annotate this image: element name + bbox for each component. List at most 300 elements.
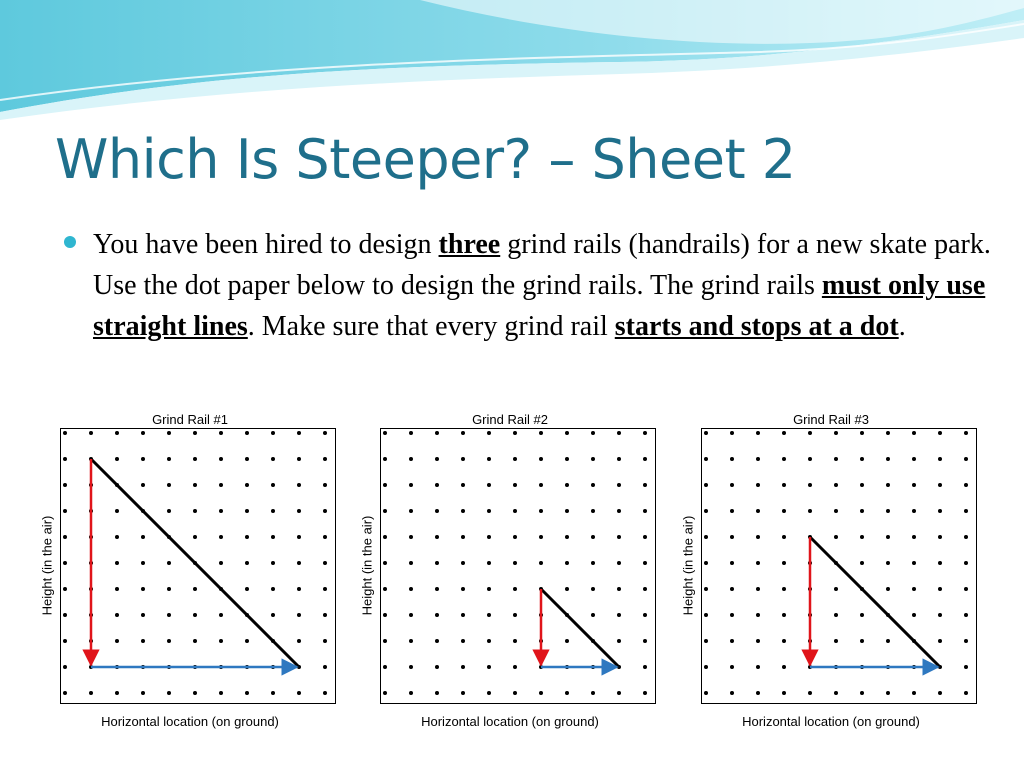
- grid-dot: [617, 509, 621, 513]
- grid-y-axis-label: Height (in the air): [359, 515, 375, 616]
- grid-dot: [964, 561, 968, 565]
- grid-dot: [834, 457, 838, 461]
- grid-dot: [591, 483, 595, 487]
- grid-dot: [591, 691, 595, 695]
- grid-dot: [704, 457, 708, 461]
- grid-dot: [63, 587, 67, 591]
- grid-dot: [756, 587, 760, 591]
- grid-dot: [167, 587, 171, 591]
- grid-dot: [219, 639, 223, 643]
- grid-dot: [938, 639, 942, 643]
- grid-dot: [63, 483, 67, 487]
- grid-dot: [435, 431, 439, 435]
- grid-dot: [782, 509, 786, 513]
- grid-dot: [435, 561, 439, 565]
- grid-dot: [219, 483, 223, 487]
- grid-dot: [539, 535, 543, 539]
- grid-dot: [297, 509, 301, 513]
- grid-dot: [938, 535, 942, 539]
- grid-dot: [938, 509, 942, 513]
- grid-dot: [643, 535, 647, 539]
- grind-rail-grid-1: [40, 410, 340, 740]
- grid-dot: [617, 639, 621, 643]
- grid-dot: [886, 691, 890, 695]
- grid-dot: [912, 613, 916, 617]
- grid-dot: [167, 483, 171, 487]
- grid-dot: [704, 561, 708, 565]
- grid-dot: [860, 639, 864, 643]
- grid-dot: [141, 613, 145, 617]
- grid-dot: [141, 457, 145, 461]
- grid-dot: [704, 535, 708, 539]
- grid-y-axis-label: Height (in the air): [680, 515, 696, 616]
- grid-dot: [297, 587, 301, 591]
- grid-dot: [617, 483, 621, 487]
- grid-dot: [886, 483, 890, 487]
- grid-dot: [643, 665, 647, 669]
- grid-dot: [219, 691, 223, 695]
- grid-dot: [461, 587, 465, 591]
- grid-dot: [323, 483, 327, 487]
- grid-dot: [115, 509, 119, 513]
- grid-dot: [808, 457, 812, 461]
- grid-dot: [782, 691, 786, 695]
- grid-dot: [245, 509, 249, 513]
- grid-dot: [487, 457, 491, 461]
- grid-dot: [782, 613, 786, 617]
- grid-dot: [704, 509, 708, 513]
- grid-dot: [219, 509, 223, 513]
- grid-dot: [539, 691, 543, 695]
- grid-dot: [487, 665, 491, 669]
- grid-dot: [461, 665, 465, 669]
- bullet-paragraph: [93, 224, 993, 347]
- grid-dot: [860, 509, 864, 513]
- grid-dot: [643, 483, 647, 487]
- grid-dot: [245, 639, 249, 643]
- grid-dot: [730, 457, 734, 461]
- grid-dot: [539, 431, 543, 435]
- grid-dot: [271, 587, 275, 591]
- grid-dot: [860, 561, 864, 565]
- grid-dot: [435, 587, 439, 591]
- grid-dot: [383, 431, 387, 435]
- grid-dot: [591, 613, 595, 617]
- grid-dot: [912, 457, 916, 461]
- grid-dot: [167, 457, 171, 461]
- grid-dot: [383, 691, 387, 695]
- grid-dot: [461, 613, 465, 617]
- grid-dot: [63, 613, 67, 617]
- grid-dot: [513, 587, 517, 591]
- grid-dot: [193, 587, 197, 591]
- grid-dot: [245, 483, 249, 487]
- grid-dot: [730, 561, 734, 565]
- grind-rail-grid-3: [681, 410, 981, 740]
- grid-dot: [193, 639, 197, 643]
- grid-dot: [756, 665, 760, 669]
- grid-dot: [617, 535, 621, 539]
- grid-dot: [115, 613, 119, 617]
- grid-dot: [297, 535, 301, 539]
- grid-dot: [219, 561, 223, 565]
- grid-dot: [297, 483, 301, 487]
- grid-dot: [756, 613, 760, 617]
- grid-dot: [860, 431, 864, 435]
- grid-dot: [513, 483, 517, 487]
- grid-dot: [886, 561, 890, 565]
- grid-dot: [938, 431, 942, 435]
- emphasis-three: three: [438, 229, 501, 260]
- grid-dot: [409, 561, 413, 565]
- grid-x-axis-label: Horizontal location (on ground): [421, 714, 599, 729]
- grid-dot: [245, 561, 249, 565]
- grid-dot: [730, 587, 734, 591]
- grid-dot: [643, 613, 647, 617]
- grid-dot: [964, 639, 968, 643]
- grid-dot: [435, 665, 439, 669]
- dot-paper-grid[interactable]: [701, 428, 977, 704]
- grid-dot: [271, 509, 275, 513]
- grid-dot: [435, 613, 439, 617]
- grid-dot: [964, 665, 968, 669]
- grid-dot: [730, 665, 734, 669]
- grid-dot: [323, 639, 327, 643]
- grid-dot: [834, 509, 838, 513]
- grid-dot: [782, 431, 786, 435]
- grid-dot: [782, 457, 786, 461]
- grid-dot: [141, 587, 145, 591]
- grid-dot: [704, 587, 708, 591]
- grid-dot: [383, 561, 387, 565]
- grid-dot: [704, 613, 708, 617]
- grid-dot: [565, 509, 569, 513]
- bullet-marker: [64, 236, 76, 248]
- grid-dot: [964, 613, 968, 617]
- grid-dot: [834, 691, 838, 695]
- grid-dot: [193, 613, 197, 617]
- grid-dot: [323, 613, 327, 617]
- grid-dot: [383, 587, 387, 591]
- grid-y-axis-label: Height (in the air): [39, 515, 55, 616]
- grid-dot: [487, 613, 491, 617]
- grid-dot: [565, 483, 569, 487]
- grid-dot: [938, 587, 942, 591]
- grid-dot: [141, 431, 145, 435]
- grid-dot: [591, 431, 595, 435]
- grid-dot: [89, 691, 93, 695]
- grid-dot: [756, 457, 760, 461]
- grid-dot: [756, 431, 760, 435]
- grid-dot: [912, 483, 916, 487]
- grid-dot: [834, 535, 838, 539]
- grid-dot: [409, 587, 413, 591]
- grid-dot: [461, 509, 465, 513]
- grid-dot: [63, 457, 67, 461]
- grid-dot: [756, 483, 760, 487]
- grid-dot: [643, 561, 647, 565]
- grid-dot: [860, 613, 864, 617]
- grid-dot: [643, 457, 647, 461]
- grid-dot: [834, 431, 838, 435]
- grid-dot: [756, 561, 760, 565]
- grid-dot: [323, 457, 327, 461]
- grid-dot: [938, 561, 942, 565]
- grid-dot: [115, 691, 119, 695]
- grid-dot: [297, 431, 301, 435]
- grid-dot: [167, 431, 171, 435]
- grid-dot: [193, 483, 197, 487]
- grid-dot: [141, 561, 145, 565]
- grid-dot: [89, 431, 93, 435]
- grid-dot: [63, 431, 67, 435]
- grid-dot: [487, 431, 491, 435]
- grid-dot: [834, 483, 838, 487]
- grid-dot: [193, 431, 197, 435]
- grid-dot: [704, 639, 708, 643]
- grid-dot: [461, 639, 465, 643]
- grid-dot: [219, 431, 223, 435]
- grid-dot: [730, 483, 734, 487]
- grid-dot: [756, 509, 760, 513]
- grid-dot: [323, 691, 327, 695]
- grid-dot: [219, 613, 223, 617]
- grid-dot: [323, 665, 327, 669]
- grid-dot: [513, 561, 517, 565]
- grid-dot: [730, 509, 734, 513]
- grid-dot: [461, 431, 465, 435]
- grid-dot: [487, 691, 491, 695]
- grid-dot: [383, 639, 387, 643]
- grid-dot: [617, 613, 621, 617]
- grid-dot: [323, 431, 327, 435]
- grid-dot: [271, 613, 275, 617]
- grid-dot: [808, 431, 812, 435]
- grid-dot: [461, 535, 465, 539]
- grid-dot: [435, 535, 439, 539]
- grid-dot: [565, 457, 569, 461]
- grid-dot: [383, 535, 387, 539]
- grid-dot: [383, 613, 387, 617]
- grid-title: Grind Rail #1: [152, 412, 228, 427]
- grid-dot: [617, 691, 621, 695]
- grid-dot: [886, 457, 890, 461]
- bullet-text-2: grind rails (handrails) for a new skate park. Use the dot paper below to design the grind rails. The grind rails: [93, 229, 991, 301]
- grid-dot: [756, 535, 760, 539]
- grid-dot: [297, 561, 301, 565]
- grid-dot: [565, 639, 569, 643]
- grid-dot: [487, 561, 491, 565]
- grid-dot: [63, 535, 67, 539]
- grid-dot: [193, 509, 197, 513]
- grid-dot: [617, 431, 621, 435]
- grid-dot: [643, 431, 647, 435]
- grid-dot: [513, 639, 517, 643]
- grid-dot: [409, 691, 413, 695]
- grid-dot: [782, 483, 786, 487]
- header-wave-decoration: [0, 0, 1024, 130]
- grid-dot: [808, 509, 812, 513]
- grid-dot: [539, 483, 543, 487]
- grid-dot: [782, 639, 786, 643]
- grid-dot: [808, 483, 812, 487]
- grid-dot: [756, 691, 760, 695]
- grid-dot: [383, 509, 387, 513]
- grid-dot: [297, 639, 301, 643]
- grid-dot: [513, 431, 517, 435]
- grid-dot: [704, 431, 708, 435]
- grid-dot: [912, 431, 916, 435]
- grid-dot: [730, 613, 734, 617]
- grid-dot: [193, 535, 197, 539]
- grid-dot: [245, 431, 249, 435]
- grid-dot: [938, 691, 942, 695]
- grid-dot: [964, 691, 968, 695]
- grid-dot: [409, 457, 413, 461]
- grid-dot: [964, 535, 968, 539]
- grid-dot: [245, 587, 249, 591]
- dot-paper-grid[interactable]: [380, 428, 656, 704]
- grid-dot: [782, 587, 786, 591]
- grid-dot: [383, 457, 387, 461]
- grid-dot: [193, 691, 197, 695]
- grid-dot: [860, 691, 864, 695]
- grid-dot: [409, 535, 413, 539]
- grid-dot: [245, 535, 249, 539]
- grid-dot: [513, 509, 517, 513]
- grid-dot: [219, 535, 223, 539]
- grid-dot: [297, 691, 301, 695]
- grid-dot: [730, 691, 734, 695]
- grid-dot: [271, 457, 275, 461]
- grid-dot: [63, 665, 67, 669]
- grid-dot: [539, 561, 543, 565]
- grid-dot: [513, 457, 517, 461]
- emphasis-straight-lines: must only use straight lines: [93, 270, 986, 342]
- grid-dot: [323, 535, 327, 539]
- grid-dot: [565, 587, 569, 591]
- grid-dot: [323, 509, 327, 513]
- grid-dot: [63, 639, 67, 643]
- grid-dot: [730, 535, 734, 539]
- grid-dot: [617, 561, 621, 565]
- grid-dot: [141, 535, 145, 539]
- grind-rail-grid-2: [360, 410, 660, 740]
- grid-dot: [63, 509, 67, 513]
- grid-dot: [834, 613, 838, 617]
- grid-dot: [487, 587, 491, 591]
- grid-dot: [860, 457, 864, 461]
- grid-dot: [912, 691, 916, 695]
- grid-dot: [886, 639, 890, 643]
- emphasis-starts-stops: starts and stops at a dot: [614, 311, 899, 342]
- grid-dot: [271, 561, 275, 565]
- grid-dot: [643, 509, 647, 513]
- grid-dot: [782, 561, 786, 565]
- grid-dot: [487, 535, 491, 539]
- grid-dot: [964, 457, 968, 461]
- grid-dot: [860, 483, 864, 487]
- grid-dot: [938, 613, 942, 617]
- grid-dot: [271, 431, 275, 435]
- grid-dot: [409, 431, 413, 435]
- grid-dot: [323, 587, 327, 591]
- grid-dot: [115, 587, 119, 591]
- grid-dot: [487, 509, 491, 513]
- grid-dot: [383, 483, 387, 487]
- grid-dot: [730, 431, 734, 435]
- grid-dot: [912, 535, 916, 539]
- grid-dot: [704, 691, 708, 695]
- grid-dot: [435, 483, 439, 487]
- grid-dot: [141, 691, 145, 695]
- grid-dot: [860, 535, 864, 539]
- grid-dot: [461, 457, 465, 461]
- grid-dot: [245, 457, 249, 461]
- grid-dot: [245, 691, 249, 695]
- dot-paper-grid[interactable]: [60, 428, 336, 704]
- grid-dot: [964, 587, 968, 591]
- grid-dot: [808, 691, 812, 695]
- grid-dot: [271, 483, 275, 487]
- grid-dot: [115, 457, 119, 461]
- grid-dot: [167, 639, 171, 643]
- grid-dot: [912, 561, 916, 565]
- grid-dot: [167, 691, 171, 695]
- grid-dot: [565, 561, 569, 565]
- bullet-text-1: You have been hired to design: [93, 229, 439, 260]
- grid-dot: [938, 457, 942, 461]
- grid-dot: [886, 509, 890, 513]
- grid-dot: [617, 457, 621, 461]
- grid-dot: [409, 509, 413, 513]
- grid-dot: [435, 639, 439, 643]
- slide-title: Which Is Steeper? – Sheet 2: [55, 128, 796, 191]
- grid-dot: [782, 665, 786, 669]
- grid-dot: [461, 483, 465, 487]
- grid-title: Grind Rail #3: [793, 412, 869, 427]
- grid-dot: [323, 561, 327, 565]
- grid-dot: [115, 561, 119, 565]
- bullet-text-3: . Make sure that every grind rail: [247, 311, 615, 342]
- grid-dot: [435, 457, 439, 461]
- grid-dot: [834, 639, 838, 643]
- grid-dot: [271, 691, 275, 695]
- grid-dot: [409, 483, 413, 487]
- grid-dot: [591, 535, 595, 539]
- grid-dot: [513, 665, 517, 669]
- grid-dot: [730, 639, 734, 643]
- grid-dot: [704, 483, 708, 487]
- grid-dot: [487, 483, 491, 487]
- grid-dot: [167, 561, 171, 565]
- grid-dot: [886, 535, 890, 539]
- grid-dot: [938, 483, 942, 487]
- grid-dot: [591, 509, 595, 513]
- grid-dot: [167, 613, 171, 617]
- grid-dot: [834, 587, 838, 591]
- grid-dot: [383, 665, 387, 669]
- grid-dot: [513, 535, 517, 539]
- grid-dot: [297, 457, 301, 461]
- grid-dot: [63, 561, 67, 565]
- grid-dot: [565, 535, 569, 539]
- grid-dot: [886, 431, 890, 435]
- grid-dot: [591, 457, 595, 461]
- grid-dot: [565, 691, 569, 695]
- bullet-text-4: .: [898, 311, 906, 342]
- grid-dot: [643, 639, 647, 643]
